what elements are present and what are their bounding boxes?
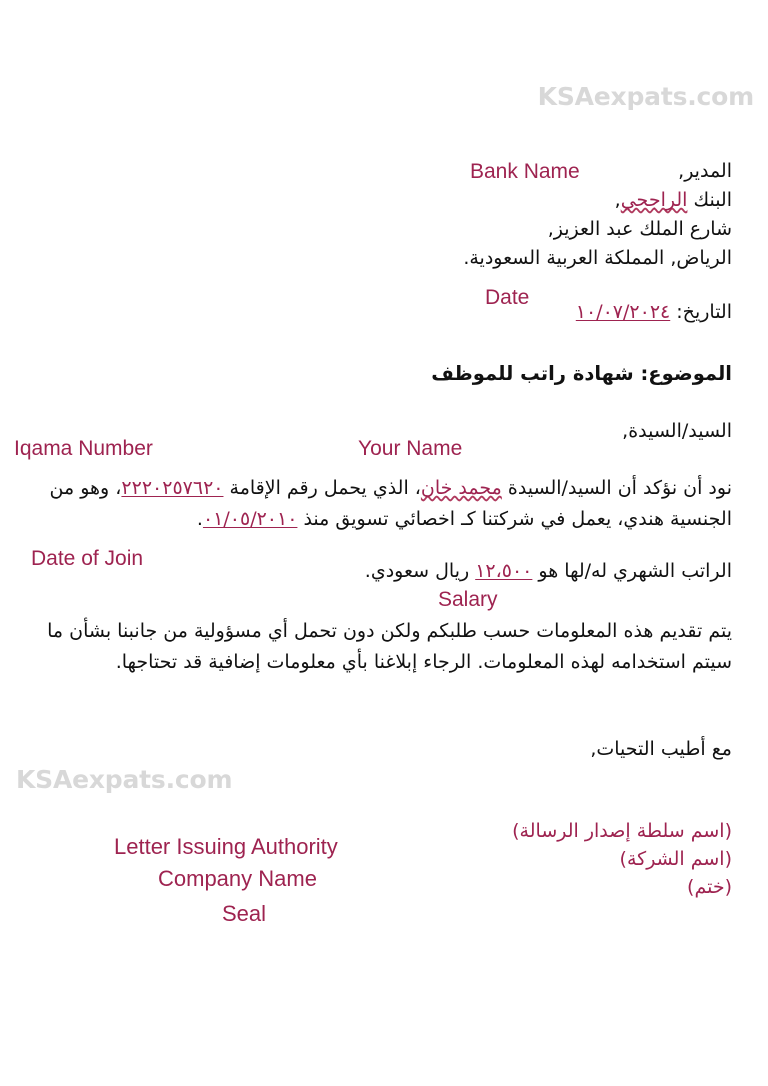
annotation-date-of-join: Date of Join — [31, 547, 144, 570]
salutation: السيد/السيدة, — [622, 420, 732, 442]
annotation-company-name: Company Name — [158, 866, 317, 891]
annotation-seal: Seal — [222, 901, 267, 926]
salary-text-1: الراتب الشهري له/لها هو — [532, 560, 732, 582]
date-line — [32, 298, 732, 327]
salary-amount-value: ١٢،٥٠٠ — [475, 560, 533, 582]
subject-line: الموضوع: شهادة راتب للموظف — [431, 362, 732, 385]
iqama-number-value: ٢٢٢٠٢٥٧٦٢٠ — [121, 477, 224, 499]
bank-prefix: البنك — [687, 188, 732, 211]
paragraph-disclaimer: يتم تقديم هذه المعلومات حسب طلبكم ولكن دون تحمل أي مسؤولية من جانبنا بشأن ما سيتم استخدامه لهذه المعلومات. الرجاء إبلاغنا بأي معلومات إضافية قد تحتاجها. — [47, 620, 732, 673]
annotation-bank-name: Bank Name — [470, 160, 580, 183]
annotation-iqama-number: Iqama Number — [14, 437, 153, 460]
signature-block — [32, 817, 732, 901]
watermark-bottom: KSAexpats.com — [16, 765, 233, 794]
paragraph-salary — [32, 557, 732, 586]
closing-regards: مع أطيب التحيات, — [590, 738, 732, 760]
paragraph-employee — [32, 473, 732, 535]
employee-text-1: نود أن نؤكد أن السيد/السيدة — [501, 477, 732, 499]
watermark-top: KSAexpats.com — [537, 82, 754, 111]
employee-name-value: محمد خان — [420, 477, 502, 499]
annotation-salary: Salary — [438, 588, 498, 611]
join-date-value: ٠١/٠٥/٢٠١٠ — [202, 507, 298, 530]
signature-company: (اسم الشركة) — [619, 848, 732, 871]
address-line-manager: المدير, — [678, 160, 732, 182]
employee-text-4: . — [196, 507, 203, 530]
salary-text-2: ريال سعودي. — [364, 560, 476, 582]
address-line-city: الرياض, المملكة العربية السعودية. — [463, 246, 732, 269]
bank-name-value: الراجحي — [620, 188, 688, 211]
employee-text-2: ، الذي يحمل رقم الإقامة — [223, 477, 421, 499]
date-value: ١٠/٠٧/٢٠٢٤ — [575, 301, 671, 323]
date-label: التاريخ: — [670, 301, 732, 323]
annotation-letter-issuing-authority: Letter Issuing Authority — [114, 834, 338, 859]
signature-authority: (اسم سلطة إصدار الرسالة) — [512, 820, 732, 842]
annotation-your-name: Your Name — [358, 437, 463, 460]
signature-seal: (ختم) — [687, 876, 732, 899]
bank-suffix: , — [614, 188, 621, 211]
address-line-street: شارع الملك عبد العزيز, — [547, 217, 732, 240]
employee-text-3: ، وهو من الجنسية هندي، يعمل في شركتنا كـ اخصائي تسويق منذ — [49, 477, 732, 530]
address-line-bank — [32, 186, 732, 215]
annotation-date: Date — [485, 286, 530, 309]
recipient-address — [32, 157, 732, 273]
